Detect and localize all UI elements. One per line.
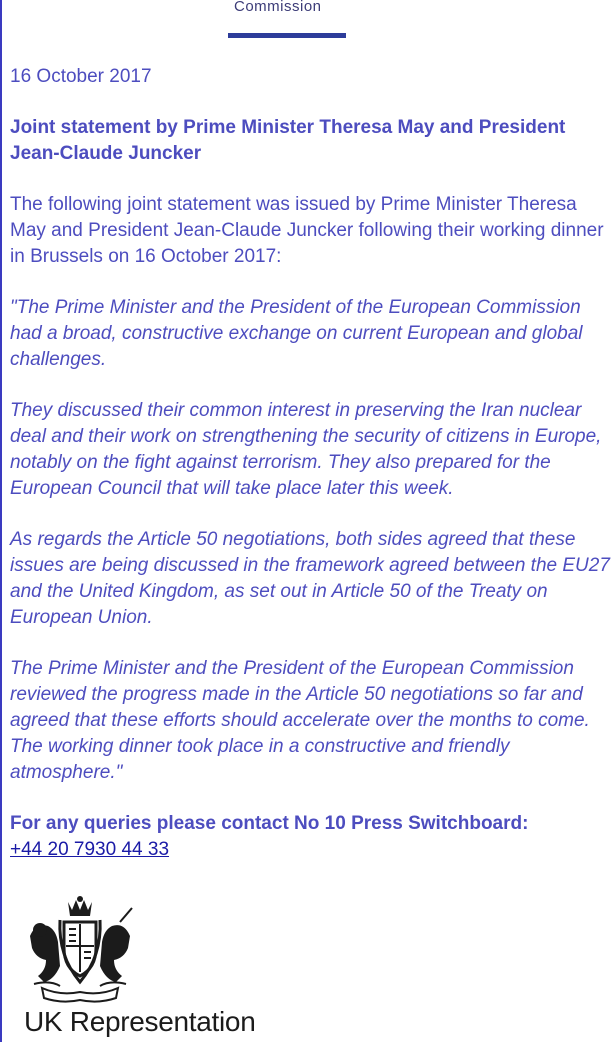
contact-label: For any queries please contact No 10 Press Switchboard: xyxy=(10,813,529,834)
contact-phone-link[interactable]: +44 20 7930 44 33 xyxy=(10,839,170,860)
statement-title: Joint statement by Prime Minister Theresa May and President Jean-Claude Juncker xyxy=(10,117,566,164)
statement-body xyxy=(10,64,610,863)
footer-organisation-name: UK Representation xyxy=(24,1006,256,1037)
statement-date: 16 October 2017 xyxy=(10,66,152,87)
header-org-text: Commission xyxy=(234,0,322,15)
statement-paragraph-4: The Prime Minister and the President of the European Commission reviewed the progress made in the Article 50 negotiations so far and agreed that these efforts should accelerate over the months to come. The working dinner took place in a constructive and friendly atmosphere." xyxy=(10,658,590,783)
statement-paragraph-1: "The Prime Minister and the President of the European Commission had a broad, constructive exchange on current European and global challenges. xyxy=(10,297,583,370)
statement-paragraph-3: As regards the Article 50 negotiations, both sides agreed that these issues are being discussed in the framework agreed between the EU27 and the United Kingdom, as set out in Article 50 of the Treaty on European Union. xyxy=(10,529,610,628)
header-logo-fragment xyxy=(228,0,348,40)
royal-coat-of-arms-icon xyxy=(20,896,140,1006)
left-border-rule xyxy=(0,0,2,1042)
statement-paragraph-2: They discussed their common interest in preserving the Iran nuclear deal and their work on strengthening the security of citizens in Europe, notably on the fight against terrorism. They also prepared for the European Council that will take place later this week. xyxy=(10,400,602,499)
header-underline-bar xyxy=(228,33,346,38)
statement-intro: The following joint statement was issued by Prime Minister Theresa May and President Jean-Claude Juncker following their working dinner in Brussels on 16 October 2017: xyxy=(10,194,604,267)
